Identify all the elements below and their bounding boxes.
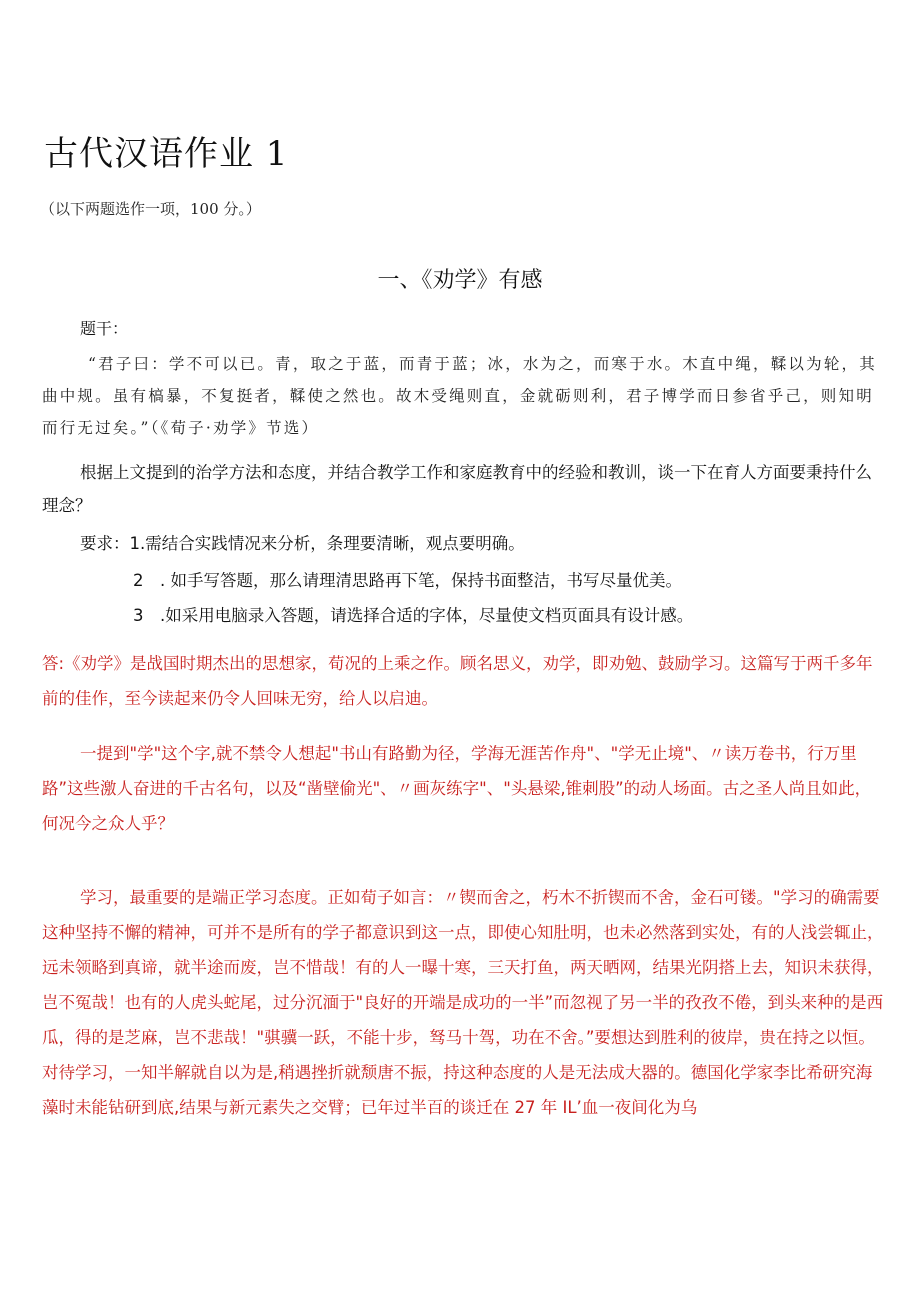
stem-label: 题干： bbox=[80, 319, 129, 338]
answer-paragraph-1: 答:《劝学》是战国时期杰出的思想家，荀况的上乘之作。顾名思义，劝学，即劝勉、鼓励学习。这篇写于两千多年前的佳作，至今读起来仍令人回味无穷，给人以启迪。 bbox=[42, 654, 873, 708]
assignment-note: （以下两题选作一项，100 分。） bbox=[40, 200, 261, 218]
requirement-2: 2 . 如手写答题，那么请理清思路再下笔，保持书面整洁，书写尽量优美。 bbox=[133, 571, 682, 590]
requirement-1: 要求：1.需结合实践情况来分析，条理要清晰，观点要明确。 bbox=[80, 534, 525, 553]
answer-paragraph-2: 一提到"学"这个字,就不禁令人想起"书山有路勤为径，学海无涯苦作舟"、"学无止境"、〃读万卷书，行万里路”这些激人奋进的千古名句，以及“凿壁偷光"、〃画灰练字"、"头悬梁,锥刺股”的动人场面。古之圣人尚且如此，何况今之众人乎？ bbox=[42, 744, 872, 833]
answer-paragraph-3: 学习，最重要的是端正学习态度。正如荀子如言：〃锲而舍之，朽木不折锲而不舍，金石可镂。"学习的确需要这种坚持不懈的精神，可并不是所有的学子都意识到这一点，即使心知肚明，也未必然落到实处，有的人浅尝辄止，远未领略到真谛，就半途而废，岂不惜哉！有的人一曝十寒，三天打鱼，两天晒网，结果光阴搭上去，知识未获得，岂不冤哉！也有的人虎头蛇尾，过分沉湎于"良好的开端是成功的一半”而忽视了另一半的孜孜不倦，到头来种的是西瓜，得的是芝麻，岂不悲哉！"骐骥一跃，不能十步，驽马十驾，功在不舍。”要想达到胜利的彼岸，贵在持之以恒。对待学习，一知半解就自以为是,稍遇挫折就颓唐不振，持这种态度的人是无法成大器的。德国化学家李比希研究海藻时未能钻研到底,结果与新元素失之交臂；已年过半百的谈迁在 27 年 IL’血一夜间化为乌 bbox=[42, 888, 884, 1117]
question-prompt: 根据上文提到的治学方法和态度，并结合教学工作和家庭教育中的经验和教训，谈一下在育人方面要秉持什么理念？ bbox=[42, 463, 872, 515]
document-title: 古代汉语作业 1 bbox=[44, 134, 289, 174]
classical-quote: “君子曰：学不可以已。青，取之于蓝，而青于蓝；冰，水为之，而寒于水。木直中绳，鞣以为轮，其曲中规。虽有槁暴，不复挺者，鞣使之然也。故木受绳则直，金就砺则利，君子博学而日参省乎己，则知明而行无过矣。”（《荀子·劝学》节选） bbox=[42, 355, 877, 437]
requirement-3: 3 .如采用电脑录入答题，请选择合适的字体，尽量使文档页面具有设计感。 bbox=[133, 606, 694, 625]
section-heading: 一、《劝学》有感 bbox=[377, 268, 543, 293]
